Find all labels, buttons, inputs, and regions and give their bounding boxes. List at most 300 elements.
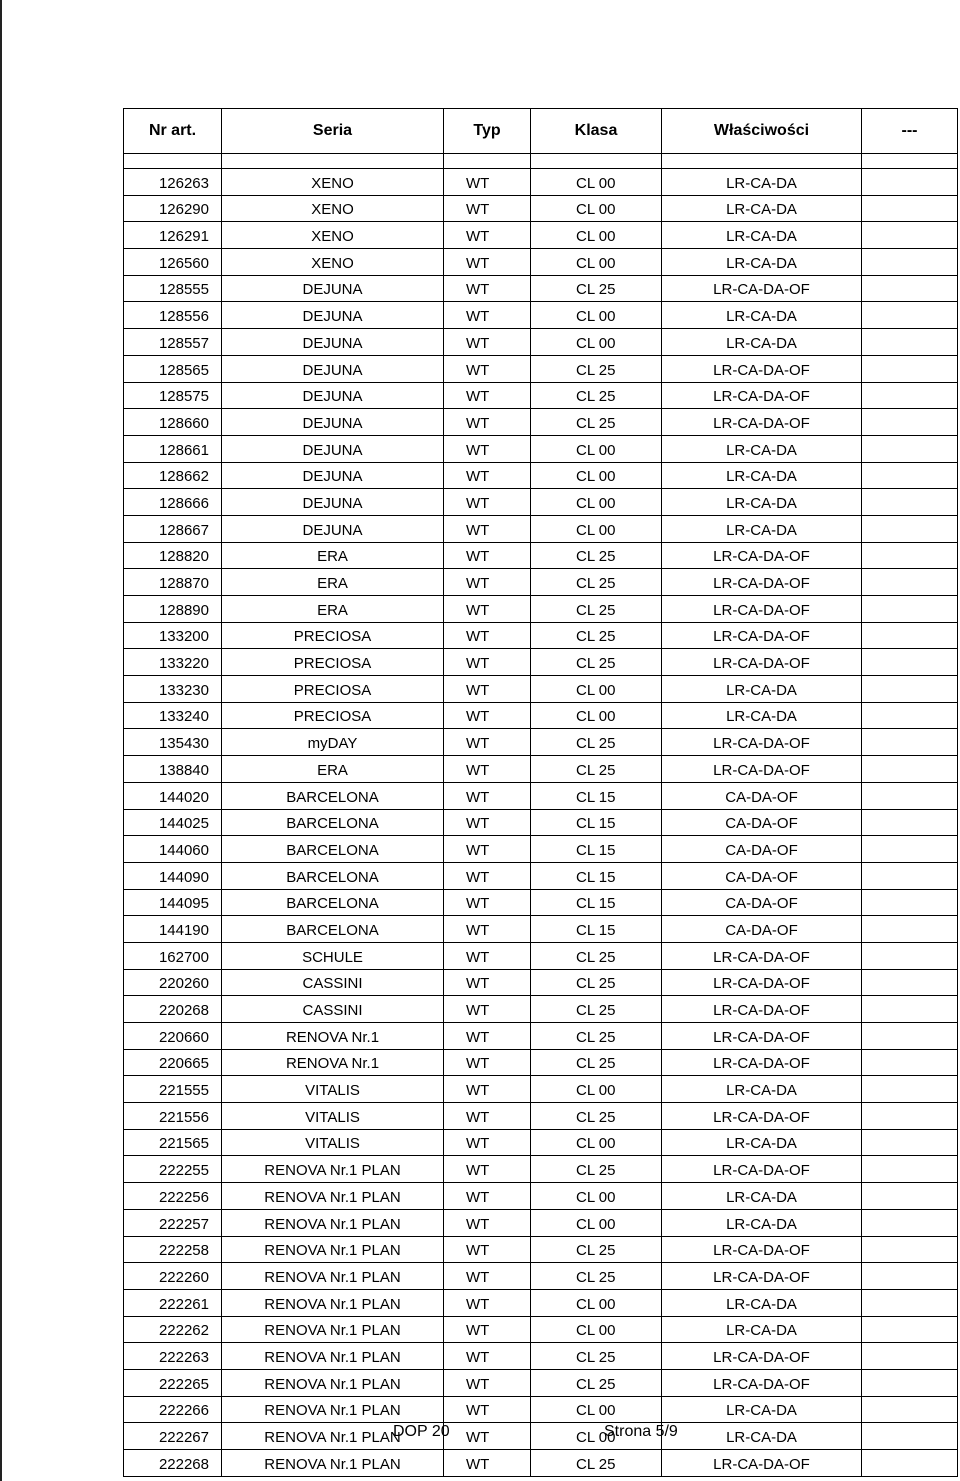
cell-seria: CASSINI (222, 969, 444, 996)
cell-klasa: CL 25 (531, 1023, 662, 1050)
cell-typ: WT (444, 409, 531, 436)
spacer-cell (662, 154, 862, 169)
cell-klasa: CL 15 (531, 782, 662, 809)
cell-typ: WT (444, 1450, 531, 1477)
cell-wlasciwosci: LR-CA-DA-OF (662, 409, 862, 436)
cell-extra (862, 222, 958, 249)
cell-nr-art: 222265 (124, 1369, 222, 1396)
cell-seria: RENOVA Nr.1 PLAN (222, 1156, 444, 1183)
table-row (124, 1396, 958, 1423)
cell-seria: PRECIOSA (222, 649, 444, 676)
cell-wlasciwosci: LR-CA-DA (662, 702, 862, 729)
cell-klasa: CL 00 (531, 329, 662, 356)
cell-klasa: CL 00 (531, 435, 662, 462)
cell-klasa: CL 00 (531, 222, 662, 249)
cell-typ: WT (444, 1076, 531, 1103)
table-row (124, 1369, 958, 1396)
cell-extra (862, 1236, 958, 1263)
cell-wlasciwosci: LR-CA-DA-OF (662, 355, 862, 382)
cell-seria: RENOVA Nr.1 PLAN (222, 1396, 444, 1423)
cell-klasa: CL 00 (531, 169, 662, 196)
cell-nr-art: 138840 (124, 756, 222, 783)
cell-nr-art: 128667 (124, 515, 222, 542)
cell-wlasciwosci: LR-CA-DA-OF (662, 542, 862, 569)
table-row (124, 435, 958, 462)
cell-klasa: CL 15 (531, 809, 662, 836)
product-table (123, 108, 958, 1477)
cell-seria: PRECIOSA (222, 622, 444, 649)
cell-klasa: CL 25 (531, 996, 662, 1023)
cell-wlasciwosci: LR-CA-DA (662, 1316, 862, 1343)
table-row (124, 1129, 958, 1156)
cell-klasa: CL 00 (531, 1129, 662, 1156)
cell-nr-art: 220268 (124, 996, 222, 1023)
cell-wlasciwosci: LR-CA-DA (662, 302, 862, 329)
cell-typ: WT (444, 1289, 531, 1316)
cell-klasa: CL 15 (531, 862, 662, 889)
cell-wlasciwosci: LR-CA-DA-OF (662, 649, 862, 676)
cell-typ: WT (444, 916, 531, 943)
cell-extra (862, 382, 958, 409)
header-klasa: Klasa (531, 109, 662, 154)
cell-klasa: CL 25 (531, 649, 662, 676)
cell-extra (862, 996, 958, 1023)
table-row (124, 1450, 958, 1477)
cell-seria: VITALIS (222, 1129, 444, 1156)
footer-document-code: DOP 20 (393, 1423, 450, 1440)
cell-nr-art: 126560 (124, 249, 222, 276)
cell-typ: WT (444, 1023, 531, 1050)
cell-nr-art: 133240 (124, 702, 222, 729)
cell-wlasciwosci: LR-CA-DA (662, 1289, 862, 1316)
cell-wlasciwosci: LR-CA-DA (662, 222, 862, 249)
cell-wlasciwosci: LR-CA-DA (662, 1183, 862, 1210)
table-row (124, 996, 958, 1023)
cell-nr-art: 128890 (124, 596, 222, 623)
cell-wlasciwosci: CA-DA-OF (662, 809, 862, 836)
table-row (124, 569, 958, 596)
header-nr-art: Nr art. (124, 109, 222, 154)
cell-extra (862, 1103, 958, 1130)
cell-extra (862, 969, 958, 996)
cell-klasa: CL 25 (531, 1369, 662, 1396)
cell-klasa: CL 25 (531, 1156, 662, 1183)
cell-nr-art: 128575 (124, 382, 222, 409)
cell-extra (862, 809, 958, 836)
cell-extra (862, 195, 958, 222)
cell-typ: WT (444, 649, 531, 676)
cell-extra (862, 596, 958, 623)
cell-klasa: CL 25 (531, 1049, 662, 1076)
table-row (124, 596, 958, 623)
cell-klasa: CL 00 (531, 515, 662, 542)
cell-wlasciwosci: LR-CA-DA-OF (662, 1023, 862, 1050)
cell-extra (862, 889, 958, 916)
cell-klasa: CL 00 (531, 676, 662, 703)
cell-nr-art: 135430 (124, 729, 222, 756)
cell-wlasciwosci: LR-CA-DA-OF (662, 942, 862, 969)
cell-extra (862, 409, 958, 436)
cell-klasa: CL 00 (531, 195, 662, 222)
cell-wlasciwosci: LR-CA-DA-OF (662, 996, 862, 1023)
product-table-container (123, 108, 958, 1477)
cell-wlasciwosci: LR-CA-DA (662, 1076, 862, 1103)
cell-nr-art: 128662 (124, 462, 222, 489)
cell-wlasciwosci: LR-CA-DA (662, 489, 862, 516)
table-row (124, 782, 958, 809)
cell-wlasciwosci: LR-CA-DA-OF (662, 1236, 862, 1263)
cell-nr-art: 133200 (124, 622, 222, 649)
cell-klasa: CL 25 (531, 1263, 662, 1290)
cell-typ: WT (444, 169, 531, 196)
cell-seria: RENOVA Nr.1 PLAN (222, 1183, 444, 1210)
table-row (124, 515, 958, 542)
cell-klasa: CL 00 (531, 462, 662, 489)
cell-klasa: CL 15 (531, 836, 662, 863)
cell-typ: WT (444, 969, 531, 996)
cell-seria: BARCELONA (222, 809, 444, 836)
cell-nr-art: 222257 (124, 1209, 222, 1236)
cell-nr-art: 133220 (124, 649, 222, 676)
cell-klasa: CL 25 (531, 1450, 662, 1477)
cell-wlasciwosci: LR-CA-DA (662, 515, 862, 542)
cell-klasa: CL 00 (531, 1076, 662, 1103)
cell-seria: VITALIS (222, 1076, 444, 1103)
cell-nr-art: 222255 (124, 1156, 222, 1183)
cell-seria: RENOVA Nr.1 (222, 1023, 444, 1050)
cell-nr-art: 128660 (124, 409, 222, 436)
spacer-cell (222, 154, 444, 169)
cell-wlasciwosci: LR-CA-DA-OF (662, 596, 862, 623)
table-row (124, 1343, 958, 1370)
table-row (124, 462, 958, 489)
cell-extra (862, 1023, 958, 1050)
cell-seria: DEJUNA (222, 515, 444, 542)
cell-nr-art: 222267 (124, 1423, 222, 1450)
cell-seria: RENOVA Nr.1 PLAN (222, 1236, 444, 1263)
cell-extra (862, 515, 958, 542)
cell-seria: PRECIOSA (222, 702, 444, 729)
cell-klasa: CL 25 (531, 355, 662, 382)
cell-extra (862, 1156, 958, 1183)
cell-typ: WT (444, 836, 531, 863)
header-typ: Typ (444, 109, 531, 154)
cell-seria: DEJUNA (222, 355, 444, 382)
cell-extra (862, 569, 958, 596)
cell-wlasciwosci: LR-CA-DA (662, 1129, 862, 1156)
cell-extra (862, 302, 958, 329)
cell-klasa: CL 00 (531, 1423, 662, 1450)
cell-seria: DEJUNA (222, 302, 444, 329)
cell-wlasciwosci: LR-CA-DA (662, 249, 862, 276)
cell-seria: RENOVA Nr.1 (222, 1049, 444, 1076)
cell-klasa: CL 00 (531, 302, 662, 329)
cell-typ: WT (444, 1396, 531, 1423)
table-row (124, 756, 958, 783)
cell-nr-art: 222261 (124, 1289, 222, 1316)
cell-seria: DEJUNA (222, 409, 444, 436)
table-header-row (124, 109, 958, 154)
table-row (124, 702, 958, 729)
cell-nr-art: 126291 (124, 222, 222, 249)
cell-wlasciwosci: LR-CA-DA (662, 462, 862, 489)
header-extra: --- (862, 109, 958, 154)
cell-typ: WT (444, 942, 531, 969)
cell-wlasciwosci: LR-CA-DA (662, 1209, 862, 1236)
cell-klasa: CL 25 (531, 596, 662, 623)
cell-typ: WT (444, 489, 531, 516)
cell-seria: DEJUNA (222, 382, 444, 409)
cell-nr-art: 144190 (124, 916, 222, 943)
table-row (124, 622, 958, 649)
cell-typ: WT (444, 1156, 531, 1183)
cell-seria: XENO (222, 249, 444, 276)
cell-seria: DEJUNA (222, 435, 444, 462)
table-row (124, 1236, 958, 1263)
cell-typ: WT (444, 1183, 531, 1210)
cell-klasa: CL 25 (531, 275, 662, 302)
cell-typ: WT (444, 249, 531, 276)
cell-typ: WT (444, 302, 531, 329)
table-row (124, 1289, 958, 1316)
cell-seria: XENO (222, 195, 444, 222)
cell-seria: XENO (222, 169, 444, 196)
cell-klasa: CL 00 (531, 1209, 662, 1236)
cell-typ: WT (444, 622, 531, 649)
cell-extra (862, 916, 958, 943)
table-row (124, 489, 958, 516)
cell-seria: RENOVA Nr.1 PLAN (222, 1209, 444, 1236)
cell-wlasciwosci: LR-CA-DA-OF (662, 729, 862, 756)
cell-typ: WT (444, 1423, 531, 1450)
cell-nr-art: 133230 (124, 676, 222, 703)
cell-wlasciwosci: LR-CA-DA-OF (662, 756, 862, 783)
cell-typ: WT (444, 1316, 531, 1343)
cell-nr-art: 220660 (124, 1023, 222, 1050)
cell-nr-art: 220260 (124, 969, 222, 996)
table-row (124, 409, 958, 436)
cell-klasa: CL 25 (531, 729, 662, 756)
cell-seria: XENO (222, 222, 444, 249)
cell-extra (862, 462, 958, 489)
spacer-cell (531, 154, 662, 169)
cell-wlasciwosci: LR-CA-DA-OF (662, 1156, 862, 1183)
cell-typ: WT (444, 596, 531, 623)
cell-extra (862, 1369, 958, 1396)
table-row (124, 1049, 958, 1076)
cell-nr-art: 162700 (124, 942, 222, 969)
cell-seria: RENOVA Nr.1 PLAN (222, 1316, 444, 1343)
cell-extra (862, 1183, 958, 1210)
cell-nr-art: 144020 (124, 782, 222, 809)
cell-extra (862, 1263, 958, 1290)
table-row (124, 729, 958, 756)
cell-extra (862, 435, 958, 462)
table-row (124, 969, 958, 996)
table-row (124, 275, 958, 302)
cell-extra (862, 756, 958, 783)
cell-typ: WT (444, 889, 531, 916)
cell-wlasciwosci: LR-CA-DA (662, 676, 862, 703)
table-row (124, 1156, 958, 1183)
cell-extra (862, 249, 958, 276)
table-row (124, 889, 958, 916)
cell-wlasciwosci: LR-CA-DA (662, 1396, 862, 1423)
cell-nr-art: 128555 (124, 275, 222, 302)
cell-seria: BARCELONA (222, 889, 444, 916)
cell-wlasciwosci: LR-CA-DA (662, 169, 862, 196)
cell-extra (862, 836, 958, 863)
cell-seria: RENOVA Nr.1 PLAN (222, 1263, 444, 1290)
cell-typ: WT (444, 996, 531, 1023)
cell-typ: WT (444, 676, 531, 703)
cell-extra (862, 169, 958, 196)
table-row (124, 1316, 958, 1343)
cell-extra (862, 1316, 958, 1343)
cell-wlasciwosci: LR-CA-DA-OF (662, 622, 862, 649)
cell-extra (862, 1076, 958, 1103)
cell-wlasciwosci: CA-DA-OF (662, 782, 862, 809)
cell-extra (862, 275, 958, 302)
cell-extra (862, 1209, 958, 1236)
cell-klasa: CL 25 (531, 569, 662, 596)
cell-seria: BARCELONA (222, 836, 444, 863)
cell-nr-art: 221555 (124, 1076, 222, 1103)
cell-typ: WT (444, 862, 531, 889)
cell-wlasciwosci: CA-DA-OF (662, 836, 862, 863)
cell-wlasciwosci: LR-CA-DA-OF (662, 1103, 862, 1130)
cell-wlasciwosci: LR-CA-DA-OF (662, 1049, 862, 1076)
cell-typ: WT (444, 1209, 531, 1236)
cell-nr-art: 222268 (124, 1450, 222, 1477)
cell-klasa: CL 25 (531, 756, 662, 783)
cell-wlasciwosci: LR-CA-DA-OF (662, 1369, 862, 1396)
cell-seria: RENOVA Nr.1 PLAN (222, 1423, 444, 1450)
table-row (124, 355, 958, 382)
cell-nr-art: 222263 (124, 1343, 222, 1370)
cell-extra (862, 1289, 958, 1316)
cell-seria: myDAY (222, 729, 444, 756)
cell-typ: WT (444, 702, 531, 729)
cell-nr-art: 222262 (124, 1316, 222, 1343)
cell-wlasciwosci: CA-DA-OF (662, 862, 862, 889)
table-row (124, 916, 958, 943)
cell-nr-art: 221556 (124, 1103, 222, 1130)
table-row (124, 1076, 958, 1103)
cell-extra (862, 1343, 958, 1370)
cell-seria: BARCELONA (222, 862, 444, 889)
table-row (124, 222, 958, 249)
cell-klasa: CL 25 (531, 622, 662, 649)
cell-extra (862, 862, 958, 889)
cell-klasa: CL 25 (531, 1343, 662, 1370)
cell-typ: WT (444, 329, 531, 356)
cell-nr-art: 128557 (124, 329, 222, 356)
cell-seria: CASSINI (222, 996, 444, 1023)
cell-typ: WT (444, 355, 531, 382)
cell-extra (862, 489, 958, 516)
cell-seria: ERA (222, 542, 444, 569)
cell-typ: WT (444, 1129, 531, 1156)
cell-typ: WT (444, 435, 531, 462)
cell-nr-art: 222258 (124, 1236, 222, 1263)
cell-klasa: CL 25 (531, 969, 662, 996)
cell-typ: WT (444, 222, 531, 249)
table-row (124, 382, 958, 409)
spacer-cell (124, 154, 222, 169)
table-row (124, 942, 958, 969)
table-row (124, 195, 958, 222)
cell-nr-art: 128661 (124, 435, 222, 462)
cell-nr-art: 144095 (124, 889, 222, 916)
cell-wlasciwosci: LR-CA-DA (662, 1423, 862, 1450)
table-row (124, 169, 958, 196)
cell-extra (862, 729, 958, 756)
cell-wlasciwosci: LR-CA-DA (662, 435, 862, 462)
cell-nr-art: 126290 (124, 195, 222, 222)
cell-typ: WT (444, 382, 531, 409)
table-body (124, 154, 958, 1477)
table-spacer-row (124, 154, 958, 169)
cell-seria: DEJUNA (222, 489, 444, 516)
cell-seria: PRECIOSA (222, 676, 444, 703)
table-row (124, 249, 958, 276)
cell-extra (862, 649, 958, 676)
cell-klasa: CL 00 (531, 702, 662, 729)
cell-typ: WT (444, 1236, 531, 1263)
cell-nr-art: 222256 (124, 1183, 222, 1210)
cell-wlasciwosci: LR-CA-DA-OF (662, 969, 862, 996)
table-row (124, 1103, 958, 1130)
cell-extra (862, 1396, 958, 1423)
cell-typ: WT (444, 1369, 531, 1396)
cell-nr-art: 222266 (124, 1396, 222, 1423)
cell-nr-art: 128820 (124, 542, 222, 569)
table-row (124, 1263, 958, 1290)
cell-nr-art: 128870 (124, 569, 222, 596)
cell-klasa: CL 25 (531, 1236, 662, 1263)
cell-wlasciwosci: LR-CA-DA (662, 195, 862, 222)
cell-seria: ERA (222, 569, 444, 596)
cell-extra (862, 622, 958, 649)
cell-typ: WT (444, 195, 531, 222)
cell-extra (862, 942, 958, 969)
cell-typ: WT (444, 569, 531, 596)
cell-klasa: CL 15 (531, 916, 662, 943)
cell-nr-art: 222260 (124, 1263, 222, 1290)
cell-klasa: CL 25 (531, 542, 662, 569)
table-row (124, 862, 958, 889)
cell-typ: WT (444, 729, 531, 756)
cell-wlasciwosci: CA-DA-OF (662, 916, 862, 943)
cell-seria: RENOVA Nr.1 PLAN (222, 1450, 444, 1477)
cell-typ: WT (444, 809, 531, 836)
cell-extra (862, 542, 958, 569)
cell-wlasciwosci: LR-CA-DA-OF (662, 382, 862, 409)
cell-typ: WT (444, 1343, 531, 1370)
cell-extra (862, 782, 958, 809)
table-row (124, 1209, 958, 1236)
cell-klasa: CL 25 (531, 942, 662, 969)
table-row (124, 836, 958, 863)
table-row (124, 542, 958, 569)
cell-typ: WT (444, 1049, 531, 1076)
footer-page-number: Strona 5/9 (604, 1423, 678, 1440)
table-row (124, 1423, 958, 1450)
cell-wlasciwosci: CA-DA-OF (662, 889, 862, 916)
cell-klasa: CL 00 (531, 1316, 662, 1343)
cell-wlasciwosci: LR-CA-DA-OF (662, 1343, 862, 1370)
